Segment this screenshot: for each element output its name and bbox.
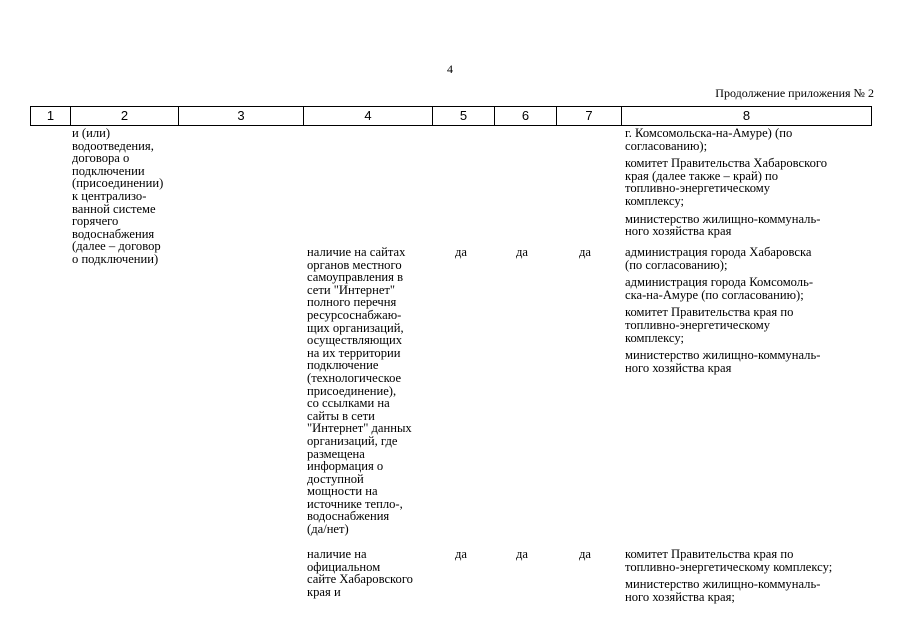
responsible-entry [625, 127, 875, 152]
text-line: топливно-энергетическому комплексу; [625, 559, 833, 574]
row3-col5: да [455, 547, 467, 561]
text-line: осуществляющих [307, 333, 403, 348]
row2-col6: да [516, 245, 528, 259]
text-line: водоснабжения [72, 226, 155, 241]
responsible-entry [625, 276, 875, 301]
text-line: министерство жилищно-коммуналь- [625, 348, 821, 363]
header-cell-7: 7 [557, 107, 622, 125]
text-line: администрация города Хабаровска [625, 245, 812, 259]
row3-col6: да [516, 547, 528, 561]
text-line: комитет Правительства Хабаровского [625, 156, 828, 171]
text-line: мощности на [307, 484, 378, 499]
text-line: края (далее также – край) по [625, 168, 779, 183]
text-line: организаций, где [307, 433, 398, 448]
header-cell-5: 5 [433, 107, 495, 125]
responsible-entry [625, 157, 875, 207]
text-line: ного хозяйства края [625, 360, 732, 375]
col2-text [72, 127, 180, 266]
text-line: источнике тепло-, [307, 496, 403, 511]
text-line: комитет Правительства края по [625, 547, 794, 561]
responsible-entry [625, 306, 875, 344]
text-line: администрация города Комсомоль- [625, 275, 814, 290]
text-line: комитет Правительства края по [625, 305, 794, 320]
row2-col5: да [455, 245, 467, 259]
row2-col4 [307, 246, 432, 536]
text-line: сети "Интернет" [307, 282, 396, 297]
text-line: официальном [307, 559, 381, 574]
text-line: "Интернет" данных [307, 421, 412, 436]
row1-col8 [625, 127, 875, 243]
text-line: (по согласованию); [625, 257, 728, 272]
text-line: полного перечня [307, 295, 397, 310]
text-line: (технологическое [307, 370, 402, 385]
text-line: органов местного [307, 257, 402, 272]
text-line: сайты в сети [307, 408, 375, 423]
text-line: (присоединении) [72, 176, 164, 191]
row3-col8 [625, 548, 875, 608]
header-cell-6: 6 [495, 107, 557, 125]
text-line: ного хозяйства края [625, 224, 732, 239]
header-cell-4: 4 [304, 107, 433, 125]
row2-col7: да [579, 245, 591, 259]
responsible-entry [625, 246, 875, 271]
row2-col8 [625, 246, 875, 379]
text-line: размещена [307, 446, 365, 461]
text-line: (да/нет) [307, 522, 349, 537]
text-line: ного хозяйства края; [625, 589, 735, 604]
text-line: края и [307, 584, 341, 599]
responsible-entry [625, 578, 875, 603]
text-line: присоединение), [307, 383, 397, 398]
text-line: министерство жилищно-коммуналь- [625, 211, 821, 226]
text-line: водоотведения, [72, 138, 154, 153]
row3-col4 [307, 548, 432, 598]
responsible-entry [625, 548, 875, 573]
text-line: комплексу; [625, 193, 684, 208]
table-header-row [30, 106, 872, 126]
text-line: ресурсоснабжаю- [307, 307, 402, 322]
text-line: доступной [307, 471, 364, 486]
text-line: наличие на [307, 547, 367, 561]
row3-col7: да [579, 547, 591, 561]
header-cell-8: 8 [742, 108, 751, 123]
responsible-entry [625, 213, 875, 238]
text-line: самоуправления в [307, 270, 404, 285]
page-number: 4 [447, 62, 453, 76]
header-cell-3: 3 [179, 107, 304, 125]
text-line: (далее – договор [72, 239, 161, 254]
text-line: подключение [307, 358, 379, 373]
header-cell-1: 1 [31, 107, 71, 125]
text-line: сайте Хабаровского [307, 572, 413, 587]
header-cell-2: 2 [71, 107, 179, 125]
text-line: к централизо- [72, 188, 147, 203]
text-line: горячего [72, 214, 119, 229]
text-line: наличие на сайтах [307, 245, 406, 259]
text-line: подключении [72, 163, 145, 178]
text-line: согласованию); [625, 138, 708, 153]
text-line: договора о [72, 151, 130, 166]
text-line: информация о [307, 459, 384, 474]
text-line: со ссылками на [307, 396, 390, 411]
continuation-label: Продолжение приложения № 2 [715, 86, 874, 100]
text-line: г. Комсомольска-на-Амуре) (по [625, 126, 793, 140]
text-line: топливно-энергетическому [625, 181, 771, 196]
responsible-entry [625, 349, 875, 374]
text-line: о подключении) [72, 251, 159, 266]
text-line: ванной системе [72, 201, 156, 216]
text-line: щих организаций, [307, 320, 404, 335]
text-line: на их территории [307, 345, 401, 360]
text-line: и (или) [72, 126, 111, 140]
text-line: топливно-энергетическому [625, 317, 771, 332]
text-line: водоснабжения [307, 509, 390, 524]
text-line: комплексу; [625, 330, 684, 345]
text-line: министерство жилищно-коммуналь- [625, 577, 821, 592]
text-line: ска-на-Амуре (по согласованию); [625, 287, 804, 302]
